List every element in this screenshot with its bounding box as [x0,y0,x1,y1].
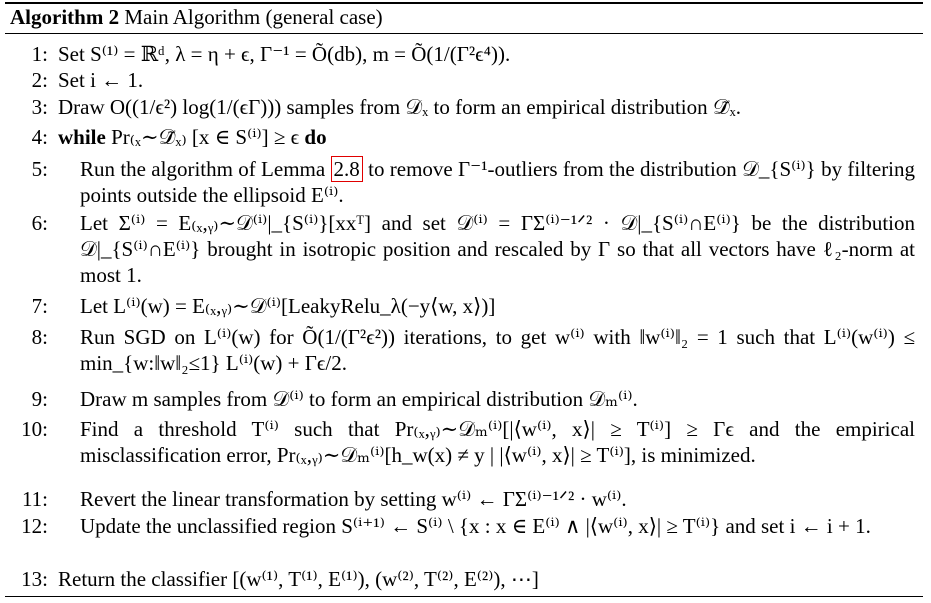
line-number: 5: [31,157,48,181]
step-text: Run SGD on L⁽ⁱ⁾(w) for Õ(1/(Γ²ϵ²)) iterations, to get w⁽ⁱ⁾ with ‖w⁽ⁱ⁾‖₂ = 1 such that L⁽ⁱ⁾(w⁽ⁱ⁾) ≤ min_{w:‖w‖₂≤1} L⁽ⁱ⁾(w) + Γϵ/2. [80,325,915,375]
algorithm-label: Algorithm 2 [10,5,120,29]
step-text: Set S⁽¹⁾ = ℝᵈ, λ = η + ϵ, Γ⁻¹ = Õ(db), m = Õ(1/(Γ²ϵ⁴)). [58,42,511,66]
step-text-after: to remove Γ⁻¹-outliers from the distribution 𝒟_{S⁽ⁱ⁾} by filtering points outside the ellipsoid E⁽ⁱ⁾. [80,157,916,207]
step-text: Let Σ⁽ⁱ⁾ = E₍ₓ,ᵧ₎∼𝒟⁽ⁱ⁾|_{S⁽ⁱ⁾}[xxᵀ] and set 𝒟⁽ⁱ⁾ = ΓΣ⁽ⁱ⁾⁻¹ᐟ² · 𝒟|_{S⁽ⁱ⁾∩E⁽ⁱ⁾} be the distribution 𝒟|_{S⁽ⁱ⁾∩E⁽ⁱ⁾} brought in isotropic position and rescaled by Γ so that all vectors have ℓ₂-norm at most 1. [80,211,915,287]
step-text: Draw m samples from 𝒟⁽ⁱ⁾ to form an empirical distribution 𝒟ₘ⁽ⁱ⁾. [80,387,638,411]
top-rule [5,2,923,4]
title-rule [5,33,923,34]
step-text: Return the classifier [(w⁽¹⁾, T⁽¹⁾, E⁽¹⁾), (w⁽²⁾, T⁽²⁾, E⁽²⁾), ⋯] [58,567,539,591]
line-number: 6: [31,211,48,235]
while-condition: Pr₍ₓ∼𝒟̃ₓ₎ [x ∈ S⁽ⁱ⁾] ≥ ϵ [111,125,300,149]
line-number: 11: [21,487,48,511]
step-text-before: Run the algorithm of Lemma [80,157,326,181]
line-number: 7: [31,294,48,318]
line-number: 2: [31,68,48,92]
algorithm-title [10,5,383,30]
line-number: 9: [31,387,48,411]
step-text [58,124,327,150]
lemma-reference-link[interactable]: 2.8 [331,156,363,182]
while-keyword: while [58,125,106,149]
line-number: 12: [21,514,48,538]
do-keyword: do [304,125,327,149]
line-number: 3: [31,95,48,119]
step-text: Let L⁽ⁱ⁾(w) = E₍ₓ,ᵧ₎∼𝒟⁽ⁱ⁾[LeakyRelu_λ(−y⟨w, x⟩)] [80,294,496,318]
bottom-rule [5,596,923,597]
step-text: Find a threshold T⁽ⁱ⁾ such that Pr₍ₓ,ᵧ₎∼𝒟ₘ⁽ⁱ⁾[|⟨w⁽ⁱ⁾, x⟩| ≥ T⁽ⁱ⁾] ≥ Γϵ and the empirical misclassification error, Pr₍ₓ,ᵧ₎∼𝒟ₘ⁽ⁱ⁾[h_w(x) ≠ y | |⟨w⁽ⁱ⁾, x⟩| ≥ T⁽ⁱ⁾], is minimized. [80,417,915,467]
algorithm-name: Main Algorithm (general case) [124,5,383,29]
line-number: 10: [21,417,48,441]
step-text: Update the unclassified region S⁽ⁱ⁺¹⁾ ← S⁽ⁱ⁾ \ {x : x ∈ E⁽ⁱ⁾ ∧ |⟨w⁽ⁱ⁾, x⟩| ≥ T⁽ⁱ⁾} and set i ← i + 1. [80,514,871,538]
line-number: 1: [31,42,48,66]
step-text: Revert the linear transformation by setting w⁽ⁱ⁾ ← ΓΣ⁽ⁱ⁾⁻¹ᐟ² · w⁽ⁱ⁾. [80,487,627,511]
line-number: 8: [31,325,48,349]
line-number: 13: [21,567,48,591]
line-number: 4: [31,125,48,149]
step-text: Draw O((1/ϵ²) log(1/(ϵΓ))) samples from 𝒟ₓ to form an empirical distribution 𝒟̃ₓ. [58,95,741,119]
step-text: Set i ← 1. [58,68,144,92]
step-text [80,156,915,208]
